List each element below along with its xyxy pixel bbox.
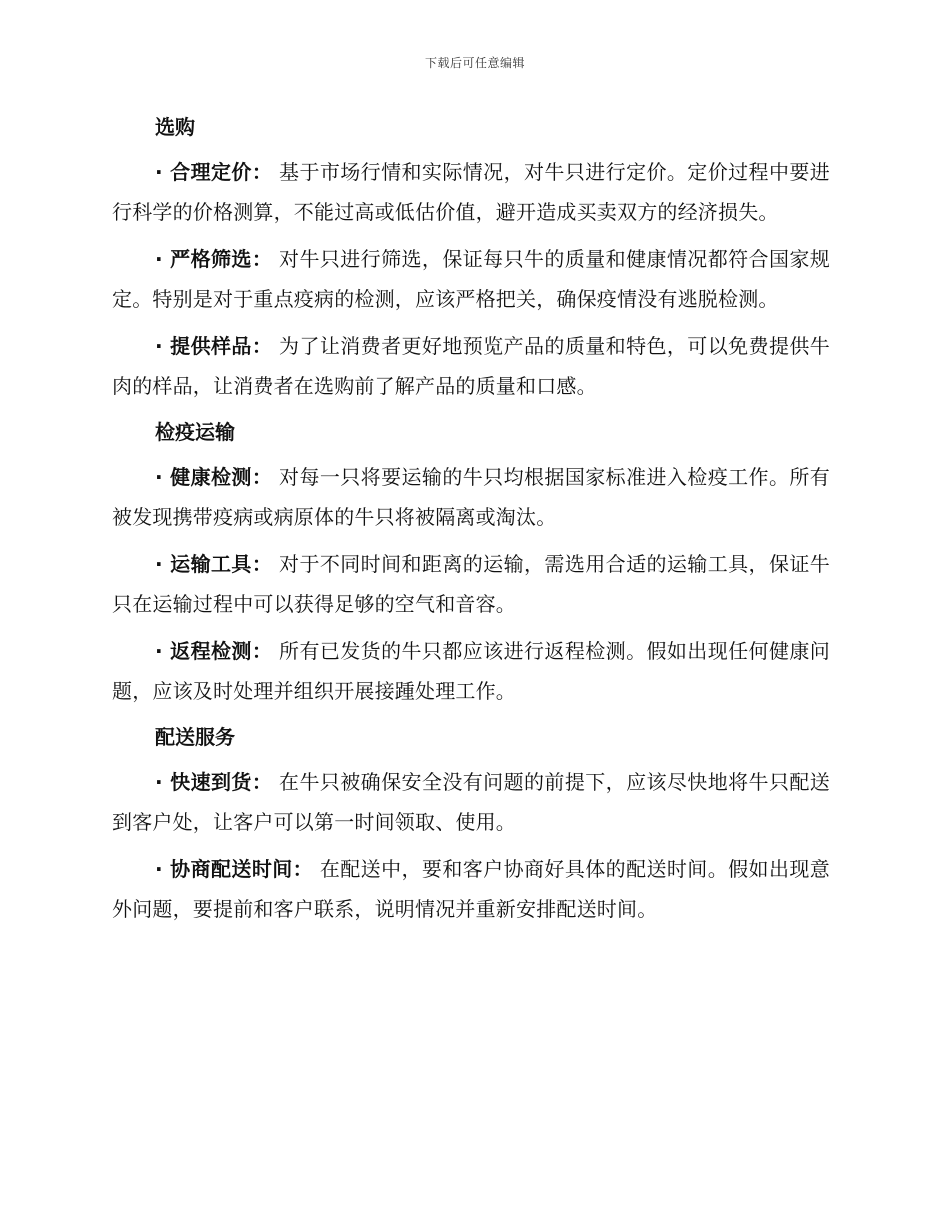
- item-text: 所有已发货的牛只都应该进行返程检测。假如出现任何健康问题，应该及时处理并组织开展接踵处理工作。: [112, 639, 830, 703]
- page-header: 下载后可任意编辑: [424, 56, 525, 70]
- list-item-health-check: [112, 457, 830, 537]
- item-label: · 运输工具：: [155, 552, 273, 576]
- list-item-fast-delivery: [112, 762, 830, 842]
- item-label: · 合理定价：: [155, 160, 273, 184]
- item-text: 为了让消费者更好地预览产品的质量和特色，可以免费提供牛肉的样品，让消费者在选购前了解产品的质量和口感。: [112, 334, 830, 398]
- item-label: · 严格筛选：: [155, 247, 273, 271]
- item-label: · 提供样品：: [155, 334, 273, 358]
- section-heading-delivery-service: 配送服务: [155, 725, 235, 749]
- list-item-reasonable-pricing: [112, 152, 830, 232]
- item-text: 基于市场行情和实际情况，对牛只进行定价。定价过程中要进行科学的价格测算，不能过高或低估价值，避开造成买卖双方的经济损失。: [112, 160, 830, 224]
- section-heading-purchase: 选购: [155, 115, 195, 139]
- list-item-provide-samples: [112, 326, 830, 406]
- item-text: 在牛只被确保安全没有问题的前提下，应该尽快地将牛只配送到客户处，让客户可以第一时间领取、使用。: [112, 770, 830, 834]
- item-label: · 返程检测：: [155, 639, 273, 663]
- list-item-strict-screening: [112, 239, 830, 319]
- item-text: 对牛只进行筛选，保证每只牛的质量和健康情况都符合国家规定。特别是对于重点疫病的检测，应该严格把关，确保疫情没有逃脱检测。: [112, 247, 830, 311]
- item-label: · 协商配送时间：: [155, 857, 314, 881]
- item-label: · 健康检测：: [155, 465, 273, 489]
- list-item-return-check: [112, 631, 830, 711]
- list-item-transport-tools: [112, 544, 830, 624]
- item-text: 对每一只将要运输的牛只均根据国家标准进入检疫工作。所有被发现携带疫病或病原体的牛只将被隔离或淘汰。: [112, 465, 830, 529]
- document-body: [112, 108, 830, 936]
- section-heading-quarantine-transport: 检疫运输: [155, 420, 235, 444]
- item-text: 对于不同时间和距离的运输，需选用合适的运输工具，保证牛只在运输过程中可以获得足够的空气和音容。: [112, 552, 830, 616]
- item-label: · 快速到货：: [155, 770, 273, 794]
- item-text: 在配送中，要和客户协商好具体的配送时间。假如出现意外问题，要提前和客户联系，说明情况并重新安排配送时间。: [112, 857, 830, 921]
- list-item-negotiate-delivery-time: [112, 849, 830, 929]
